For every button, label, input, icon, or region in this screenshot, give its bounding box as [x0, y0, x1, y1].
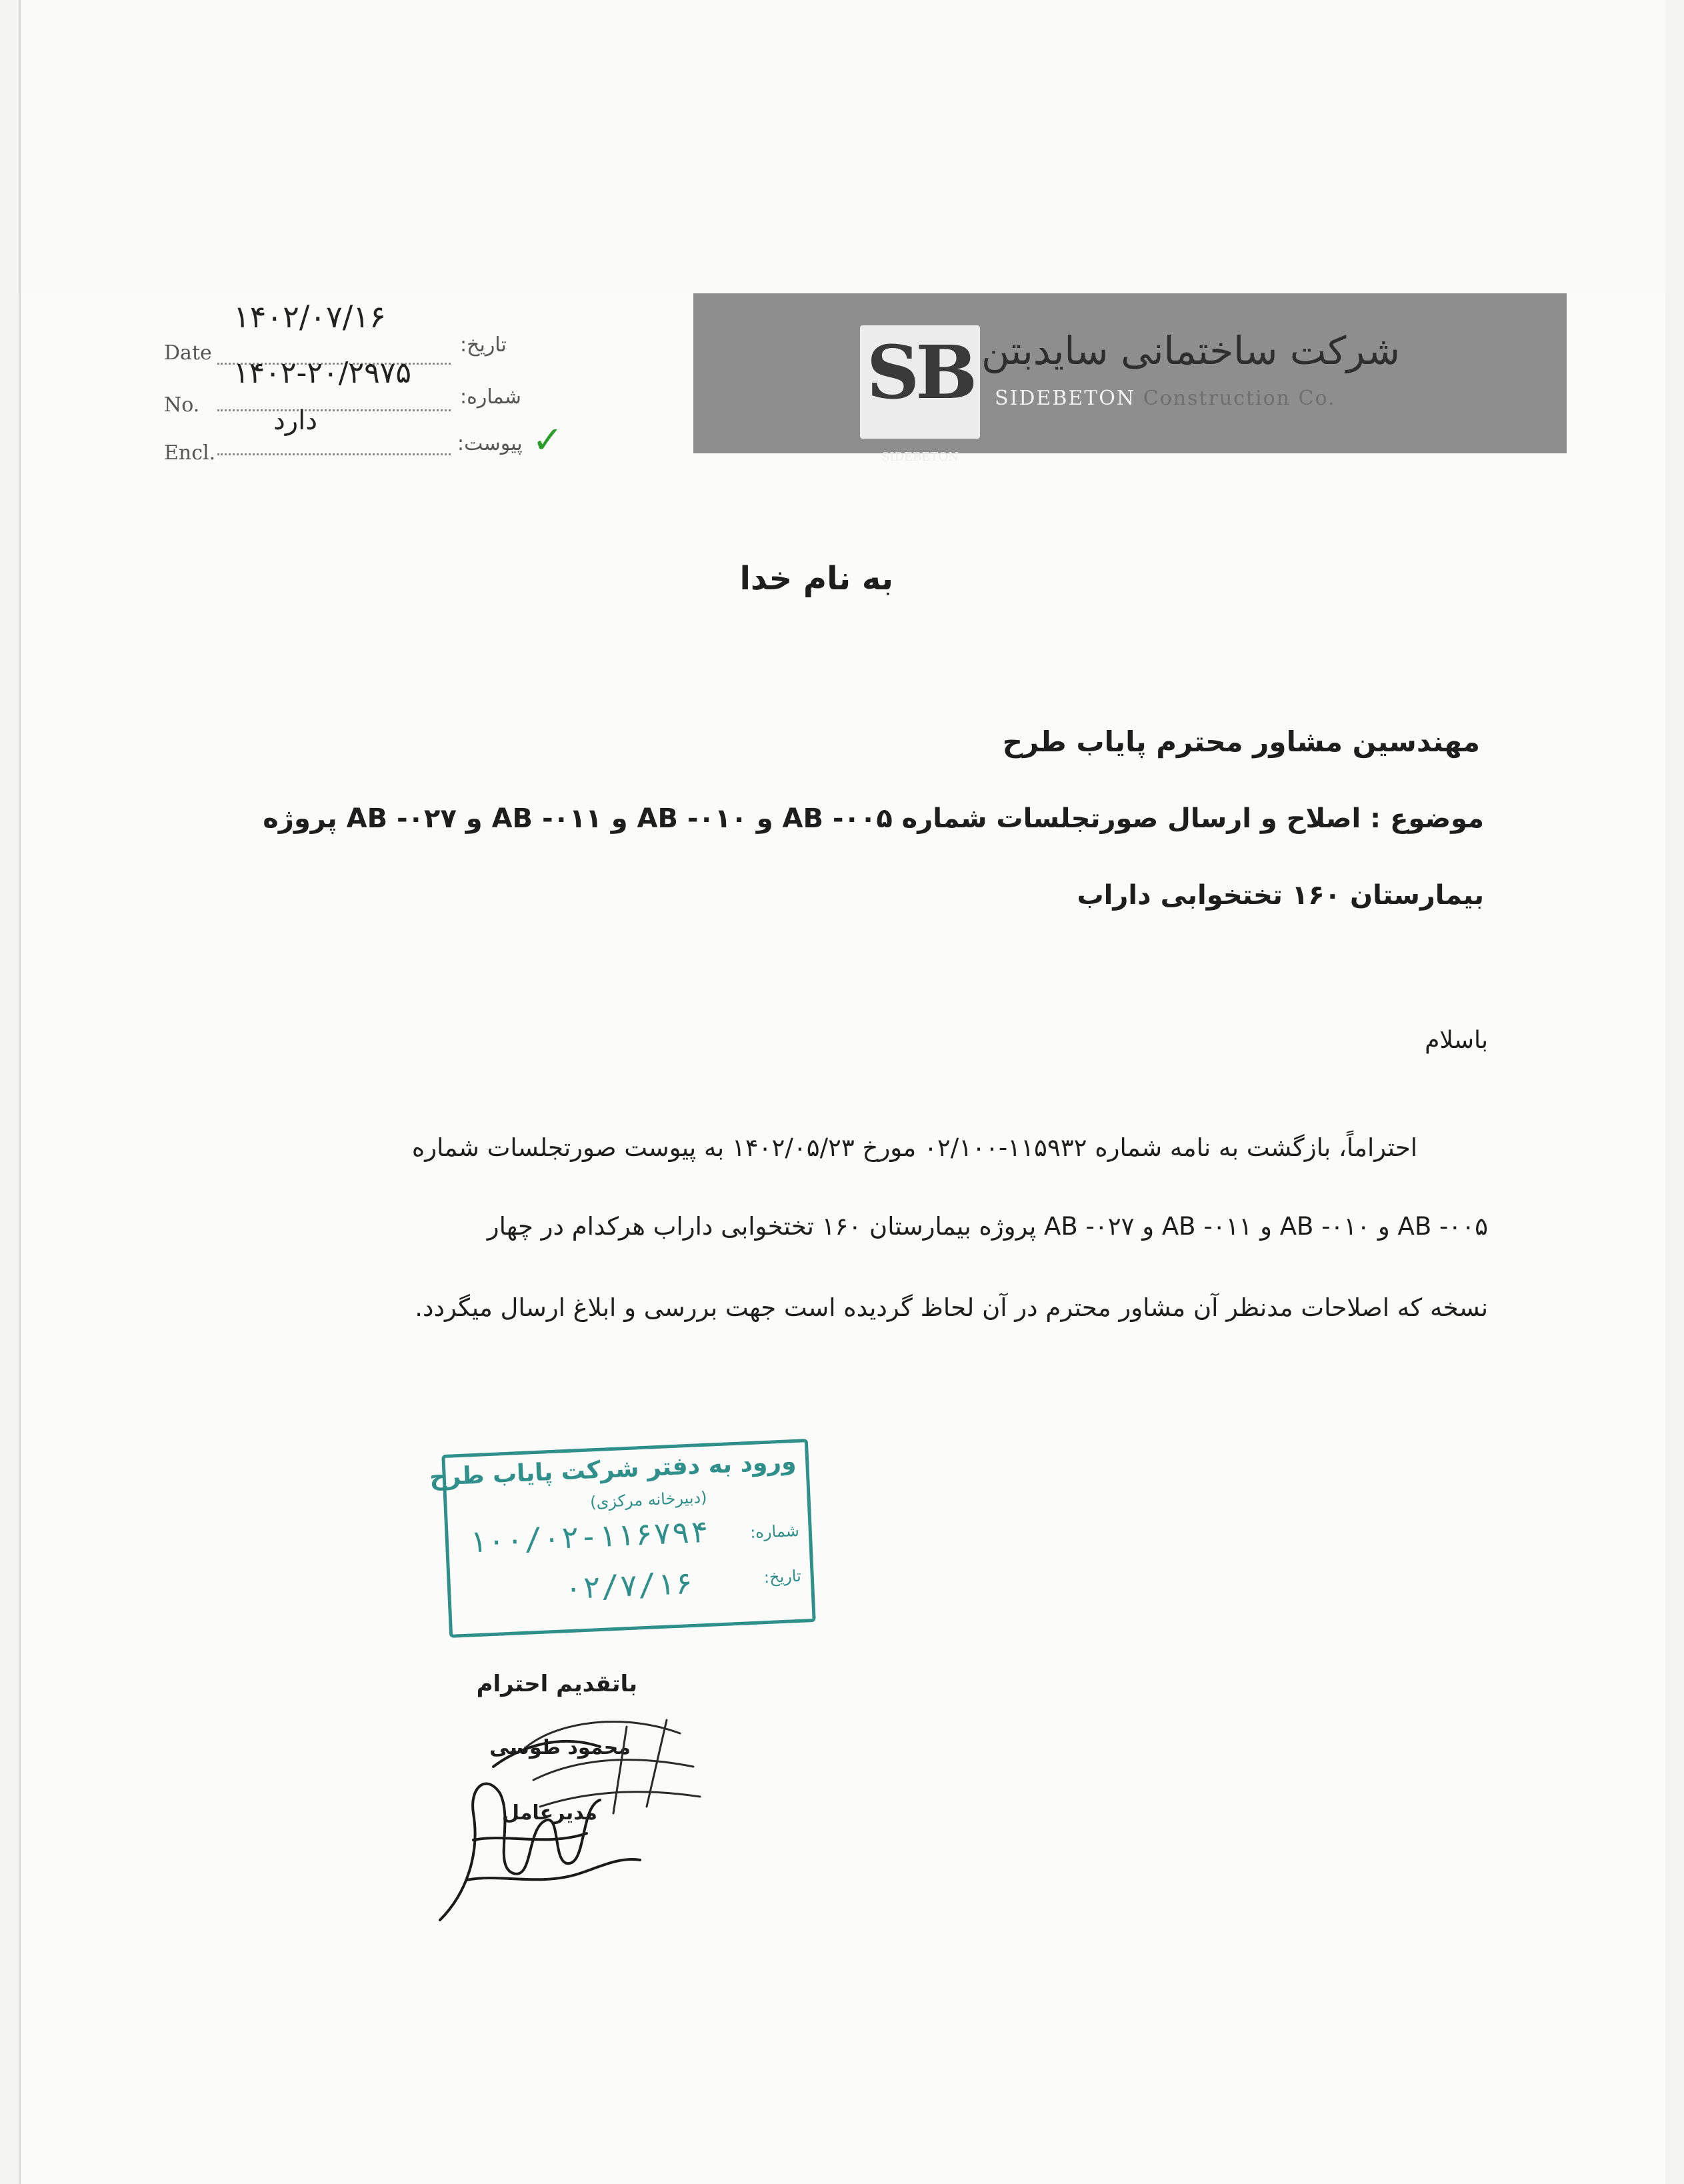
stamp-date-value: ۰۲/۷/۱۶: [563, 1564, 695, 1607]
top-margin: [19, 0, 1665, 293]
signature-and-seal: [427, 1707, 733, 1927]
paper-edge: [19, 0, 21, 2184]
logo-letters: SB: [866, 329, 974, 415]
company-name-en-main: SIDEBETON: [995, 387, 1136, 410]
date-label-fa: تاریخ:: [460, 333, 507, 357]
logo-caption: SIDEBETON: [881, 450, 959, 464]
signer-title: مدیرعامل: [502, 1801, 597, 1825]
company-logo: [860, 325, 980, 464]
company-name-en-sub: Construction Co.: [1143, 387, 1336, 410]
received-stamp: [429, 1439, 815, 1638]
letterhead-band: [693, 293, 1567, 464]
subject-line-1: موضوع : اصلاح و ارسال صورتجلسات شماره ۰۰۵- AB و ۰۱۰- AB و ۰۱۱- AB و ۰۲۷- AB پروژه: [263, 803, 1484, 834]
body-line-2: ۰۰۵- AB و ۰۱۰- AB و ۰۱۱- AB و ۰۲۷- AB پروژه بیمارستان ۱۶۰ تختخوابی داراب هرکدام در چهار: [487, 1212, 1488, 1241]
stamp-subtitle: (دبیرخانه مرکزی): [589, 1487, 708, 1512]
greeting: باسلام: [1425, 1027, 1488, 1054]
enclosure-label-en: Encl.: [164, 441, 216, 465]
enclosure-label-fa: پیوست:: [457, 432, 523, 455]
stamp-number-label: شماره:: [749, 1521, 800, 1543]
bismillah-heading: به نام خدا: [739, 560, 893, 597]
closing-line: باتقدیم احترام: [476, 1671, 637, 1697]
number-dotline: [217, 409, 451, 411]
check-mark-icon: ✓: [532, 419, 563, 462]
stamp-number-value: ۱۰۰/۰۲-۱۱۶۷۹۴: [467, 1513, 709, 1560]
subject-line-2: بیمارستان ۱۶۰ تختخوابی داراب: [1077, 880, 1484, 911]
date-value: ۱۴۰۲/۰۷/۱۶: [233, 299, 386, 335]
number-value: ۱۴۰۲-۲۰/۲۹۷۵: [233, 356, 412, 390]
date-label-en: Date: [164, 341, 212, 365]
stamp-date-label: تاریخ:: [763, 1566, 802, 1587]
company-name-en: [995, 387, 1336, 410]
body-line-3: نسخه که اصلاحات مدنظر آن مشاور محترم در آن لحاظ گردیده است جهت بررسی و ابلاغ ارسال میگردد.: [415, 1293, 1488, 1322]
number-label-en: No.: [164, 393, 200, 417]
company-name-fa: شرکت ساختمانی سایدبتن: [981, 328, 1400, 373]
recipient-line: مهندسین مشاور محترم پایاب طرح: [1002, 725, 1480, 758]
stamp-title: ورود به دفتر شرکت پایاب طرح: [429, 1447, 797, 1491]
body-line-1: احتراماً، بازگشت به نامه شماره ۱۱۵۹۳۲-۰۲/۱۰۰ مورخ ۱۴۰۲/۰۵/۲۳ به پیوست صورتجلسات شماره: [411, 1133, 1417, 1162]
enclosure-dotline: [217, 453, 451, 455]
company-seal-scribble: [527, 1720, 700, 1813]
signer-name: محمود طوسی: [489, 1736, 631, 1759]
enclosure-value: دارد: [273, 405, 318, 436]
handwritten-signature: [440, 1741, 640, 1920]
number-label-fa: شماره:: [460, 385, 521, 409]
